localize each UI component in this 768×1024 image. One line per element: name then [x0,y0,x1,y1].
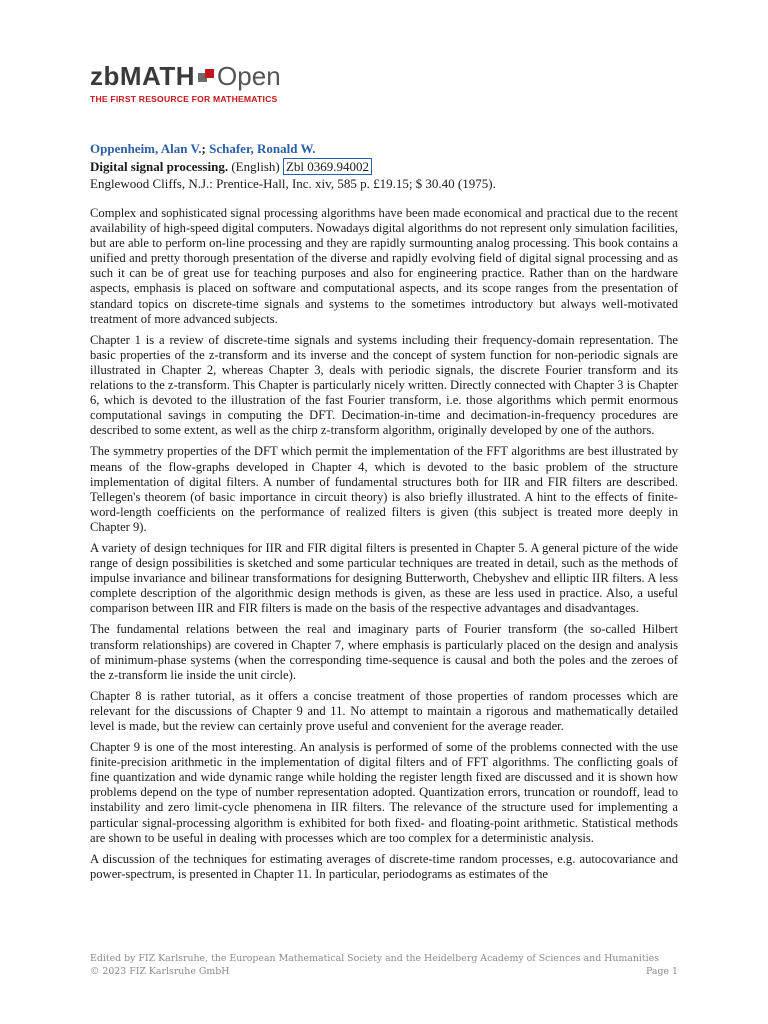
review-paragraph: Chapter 8 is rather tutorial, as it offers a concise treatment of those properties of random processes which are relevant for the discussions of Chapter 9 and 11. No attempt to maintain a rigorous and mathematically detailed level is made, but the review can certainly prove useful and convenient for the average reader. [90,688,678,733]
logo-squares-icon [198,69,214,85]
review-paragraph: A variety of design techniques for IIR and FIR digital filters is presented in Chapter 5. A general picture of the wide range of design possibilities is sketched and some particular techniques are treated in detail, such as the methods of impulse invariance and bilinear transformations for designing Butterworth, Chebyshev and elliptic IIR filters. A less complete description of the algorithmic design methods is given, as these are less used in practice. Also, a useful comparison between IIR and FIR filters is made on the basis of the respective advantages and disadvantages. [90,540,678,616]
review-paragraph: Chapter 9 is one of the most interesting. An analysis is performed of some of the problems connected with the use finite-precision arithmetic in the implementation of digital filters and of FFT algorithms. The conflicting goals of fine quantization and wide dynamic range while holding the register length fixed are discussed and it is shown how problems depend on the type of number representation adopted. Quantization errors, truncation or roundoff, lead to instability and zero limit-cycle phenomena in IIR filters. The relevance of the structure used for implementing a particular signal-processing algorithm is exhibited for both fixed- and floating-point arithmetic. Statistical methods are shown to be useful in dealing with processes which are too complex for a deterministic analysis. [90,740,678,845]
zbl-identifier-link[interactable]: Zbl 0369.94002 [283,158,372,175]
publication-info: Englewood Cliffs, N.J.: Prentice-Hall, Inc. xiv, 585 p. £19.15; $ 30.40 (1975). [90,176,496,191]
title-line [90,158,678,175]
review-paragraph: The fundamental relations between the real and imaginary parts of Fourier transform (the so-called Hilbert transform relationships) are covered in Chapter 7, where emphasis is particularly placed on the design and analysis of minimum-phase systems (when the corresponding time-sequence is causal and both the poles and the zeroes of the z-transform lie inside the unit circle). [90,622,678,682]
language-label: (English) [231,159,280,174]
review-paragraph: The symmetry properties of the DFT which permit the implementation of the FFT algorithms are best illustrated by means of the flow-graphs developed in Chapter 4, which is devoted to the basic problem of the structure implementation of digital filters. A number of fundamental structures both for IIR and FIR filters are described. Tellegen's theorem (of basic importance in circuit theory) is also briefly illustrated. A hint to the effects of finite-word-length coefficients on the performance of realized filters is given (this subject is treated more deeply in Chapter 9). [90,444,678,534]
author-line [90,140,678,157]
review-body [90,206,678,882]
footer-page-number: Page 1 [646,966,678,977]
footer-copyright: © 2023 FIZ Karlsruhe GmbH [90,966,230,977]
page-footer [90,952,678,978]
logo-brand-light: Open [217,61,281,91]
author-separator: ; [201,141,206,156]
document-title: Digital signal processing. [90,159,229,174]
review-content [90,140,678,888]
review-paragraph: Complex and sophisticated signal processing algorithms have been made economical and practical due to the recent availability of high-speed digital computers. Nowadays digital algorithms do not represent only simulation facilities, but are able to perform on-line processing and they are rapidly surmounting analog processing. This book contains a unified and pretty thorough presentation of the diverse and rapidly evolving field of digital signal processing and as such it can be of great use for teaching purposes and also for engineering practice. Rather than on the hardware aspects, emphasis is placed on software and computational aspects, and its scope ranges from the presentation of standard topics on discrete-time signals and systems to the sometimes introductory but always well-motivated treatment of more advanced subjects. [90,206,678,326]
zbmath-logo[interactable] [90,62,281,104]
footer-edited-by: Edited by FIZ Karlsruhe, the European Mathematical Society and the Heidelberg Academy of Sciences and Humanities [90,953,660,964]
logo-brand-bold: zbMATH [90,61,196,91]
author-link[interactable]: Oppenheim, Alan V. [90,141,202,156]
review-paragraph: Chapter 1 is a review of discrete-time signals and systems including their frequency-domain representation. The basic properties of the z-transform and its inverse and the concept of system function for non-periodic signals are illustrated in Chapter 2, whereas Chapter 3, deals with periodic signals, the discrete Fourier transform and its relations to the z-transform. This Chapter is particularly nicely written. Directly connected with Chapter 3 is Chapter 6, which is devoted to the illustration of the fast Fourier transform, i.e. those algorithms which permit enormous computational savings in computing the DFT. Decimation-in-time and decimation-in-frequency procedures are described to some extent, as well as the chirp z-transform algorithm, originally developed by one of the authors. [90,332,679,438]
logo-tagline: THE FIRST RESOURCE FOR MATHEMATICS [90,94,278,104]
review-paragraph: A discussion of the techniques for estimating averages of discrete-time random processes, e.g. autocovariance and power-spectrum, is presented in Chapter 11. In particular, periodograms as estimates of the [90,851,678,881]
logo-wordmark [90,62,281,90]
author-link[interactable]: Schafer, Ronald W. [209,141,316,156]
